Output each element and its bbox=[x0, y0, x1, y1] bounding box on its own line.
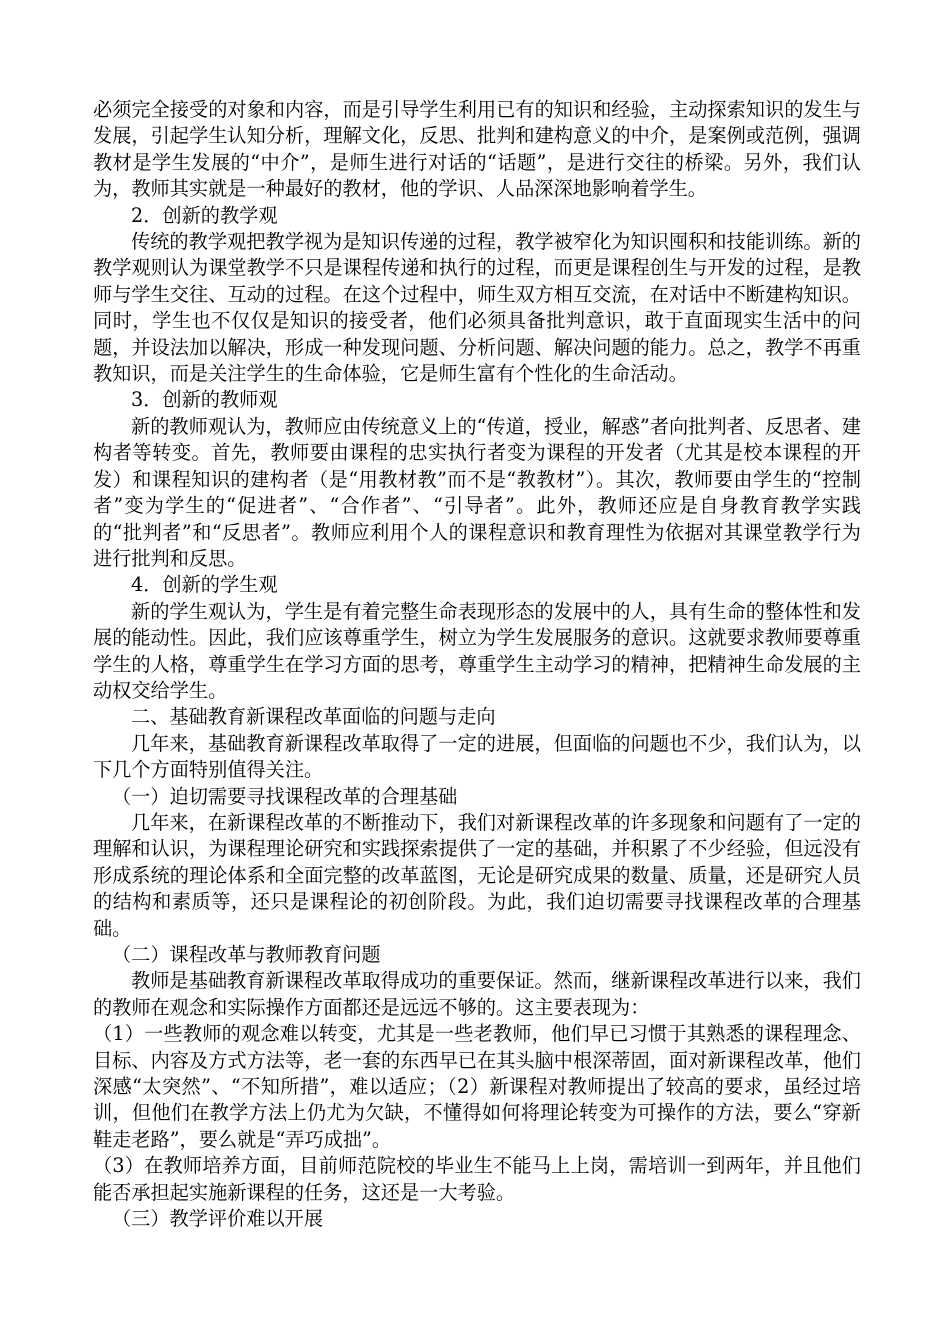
paragraph-student-view: 新的学生观认为，学生是有着完整生命表现形态的发展中的人，具有生命的整体性和发展的能动性。因此，我们应该尊重学生，树立为学生发展服务的意识。这就要求教师要尊重学生的人格，尊重学生在学习方面的思考，尊重学生主动学习的精神，把精神生命发展的主动权交给学生。 bbox=[93, 599, 861, 702]
paragraph-problems-intro: 几年来，基础教育新课程改革取得了一定的进展，但面临的问题也不少，我们认为，以下几个方面特别值得关注。 bbox=[93, 731, 861, 782]
section-heading-teaching-view: 2．创新的教学观 bbox=[131, 203, 278, 227]
paragraph-teacher-training: （3）在教师培养方面，目前师范院校的毕业生不能马上上岗，需培训一到两年，并且他们能否承担起实施新课程的任务，这还是一大考验。 bbox=[93, 1154, 861, 1204]
paragraph-basis: 几年来，在新课程改革的不断推动下，我们对新课程改革的许多现象和问题有了一定的理解和认识，为课程理论研究和实践探索提供了一定的基础，并积累了不少经验，但远没有形成系统的理论体系和全面完整的改革蓝图，无论是研究成果的数量、质量，还是研究人员的结构和素质等，还只是课程论的初创阶段。为此，我们迫切需要寻找课程改革的合理基础。 bbox=[93, 810, 861, 940]
paragraph-teaching-view: 传统的教学观把教学视为是知识传递的过程，教学被窄化为知识囤积和技能训练。新的教学观则认为课堂教学不只是课程传递和执行的过程，而更是课程创生与开发的过程，是教师与学生交往、互动的过程。在这个过程中，师生双方相互交流，在对话中不断建构知识。同时，学生也不仅仅是知识的接受者，他们必须具备批判意识，敢于直面现实生活中的问题，并设法加以解决，形成一种发现问题、分析问题、解决问题的能力。总之，教学不再重教知识，而是关注学生的生命体验，它是师生富有个性化的生命活动。 bbox=[93, 230, 861, 386]
paragraph-teacher-education: 教师是基础教育新课程改革取得成功的重要保证。然而，继新课程改革进行以来，我们的教师在观念和实际操作方面都还是远远不够的。这主要表现为： bbox=[93, 969, 861, 1019]
section-heading-teacher-view: 3．创新的教师观 bbox=[131, 388, 278, 412]
paragraph-teacher-education-points: （1）一些教师的观念难以转变，尤其是一些老教师，他们早已习惯于其熟悉的课程理念、目标、内容及方式方法等，老一套的东西早已在其头脑中根深蒂固，面对新课程改革，他们深感“太突然”、“不知所措”，难以适应；（2）新课程对教师提出了较高的要求，虽经过培训，但他们在教学方法上仍尤为欠缺，不懂得如何将理论转变为可操作的方法，要么“穿新鞋走老路”，要么就是“弄巧成拙”。 bbox=[93, 1022, 861, 1151]
paragraph-teacher-view: 新的教师观认为，教师应由传统意义上的“传道，授业，解惑”者向批判者、反思者、建构者等转变。首先，教师要由课程的忠实执行者变为课程的开发者（尤其是校本课程的开发）和课程知识的建构者（是“用教材教”而不是“教教材”）。其次，教师要由学生的“控制者”变为学生的“促进者”、“合作者”、“引导者”。此外，教师还应是自身教育教学实践的“批判者”和“反思者”。教师应利用个人的课程意识和教育理性为依据对其课堂教学行为进行批判和反思。 bbox=[93, 414, 861, 570]
chapter-heading-problems: 二、基础教育新课程改革面临的问题与走向 bbox=[131, 705, 496, 729]
section-heading-student-view: 4．创新的学生观 bbox=[131, 573, 278, 597]
subsection-heading-teacher-education: （二）课程改革与教师教育问题 bbox=[112, 943, 381, 966]
paragraph-continuation: 必须完全接受的对象和内容，而是引导学生利用已有的知识和经验，主动探索知识的发生与发展，引起学生认知分析，理解文化，反思、批判和建构意义的中介，是案例或范例，强调教材是学生发展的“中介”，是师生进行对话的“话题”，是进行交往的桥梁。另外，我们认为，教师其实就是一种最好的教材，他的学识、人品深深地影响着学生。 bbox=[93, 98, 861, 201]
subsection-heading-evaluation: （三）教学评价难以开展 bbox=[112, 1207, 324, 1231]
document-page bbox=[93, 97, 861, 1232]
subsection-heading-basis: （一）迫切需要寻找课程改革的合理基础 bbox=[112, 784, 458, 808]
